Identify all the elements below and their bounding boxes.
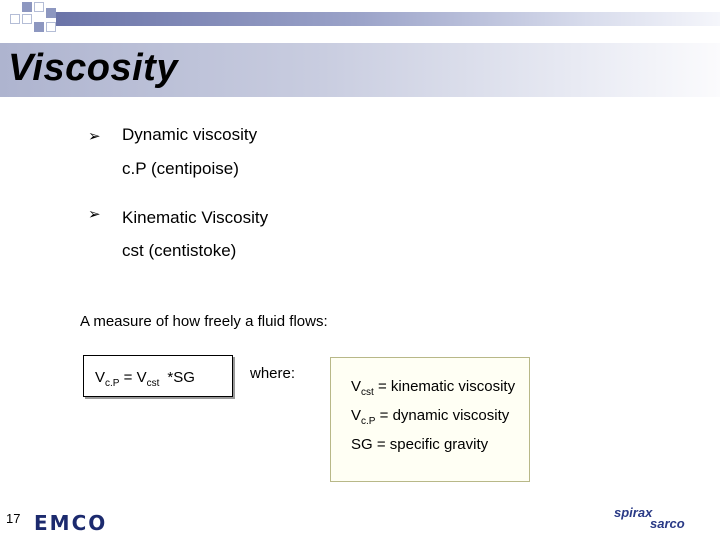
formula-multiplier: *SG xyxy=(167,369,195,386)
definition-subscript: cst xyxy=(361,387,374,398)
formula-subscript-cst: cst xyxy=(146,378,160,389)
where-label: where: xyxy=(250,365,296,382)
spirax-sarco-logo xyxy=(614,507,710,531)
arrow-bullet-icon: ➢ xyxy=(88,128,101,145)
page-number: 17 xyxy=(6,511,21,526)
slide-title: Viscosity xyxy=(8,47,178,89)
definition-text: = specific gravity xyxy=(372,436,489,453)
spirax-logo-line1: spirax xyxy=(614,505,653,520)
definition-symbol: SG xyxy=(351,436,373,453)
bullet-heading-kinematic: Kinematic Viscosity xyxy=(122,208,269,227)
formula-symbol: V xyxy=(95,369,106,386)
bullet-heading-dynamic: Dynamic viscosity xyxy=(122,125,258,144)
bullet-detail-dynamic: c.P (centipoise) xyxy=(122,159,239,178)
definition-symbol: V xyxy=(351,378,362,395)
emco-logo: EMCO xyxy=(34,511,108,535)
header-gradient-bar xyxy=(56,12,720,26)
definition-text: = kinematic viscosity xyxy=(373,378,516,395)
spirax-logo-line2: sarco xyxy=(650,516,685,531)
definition-subscript: c.P xyxy=(361,416,376,427)
definition-text: = dynamic viscosity xyxy=(375,407,510,424)
bullet-detail-kinematic: cst (centistoke) xyxy=(122,241,237,260)
formula-subscript-cp: c.P xyxy=(105,378,120,389)
measure-statement: A measure of how freely a fluid flows: xyxy=(80,313,328,330)
arrow-bullet-icon: ➢ xyxy=(88,206,101,223)
formula-equals: = V xyxy=(119,369,147,386)
viscosity-formula xyxy=(95,369,195,389)
definition-row xyxy=(351,378,516,398)
definition-row xyxy=(351,407,510,427)
definition-row xyxy=(351,436,488,453)
definition-symbol: V xyxy=(351,407,362,424)
